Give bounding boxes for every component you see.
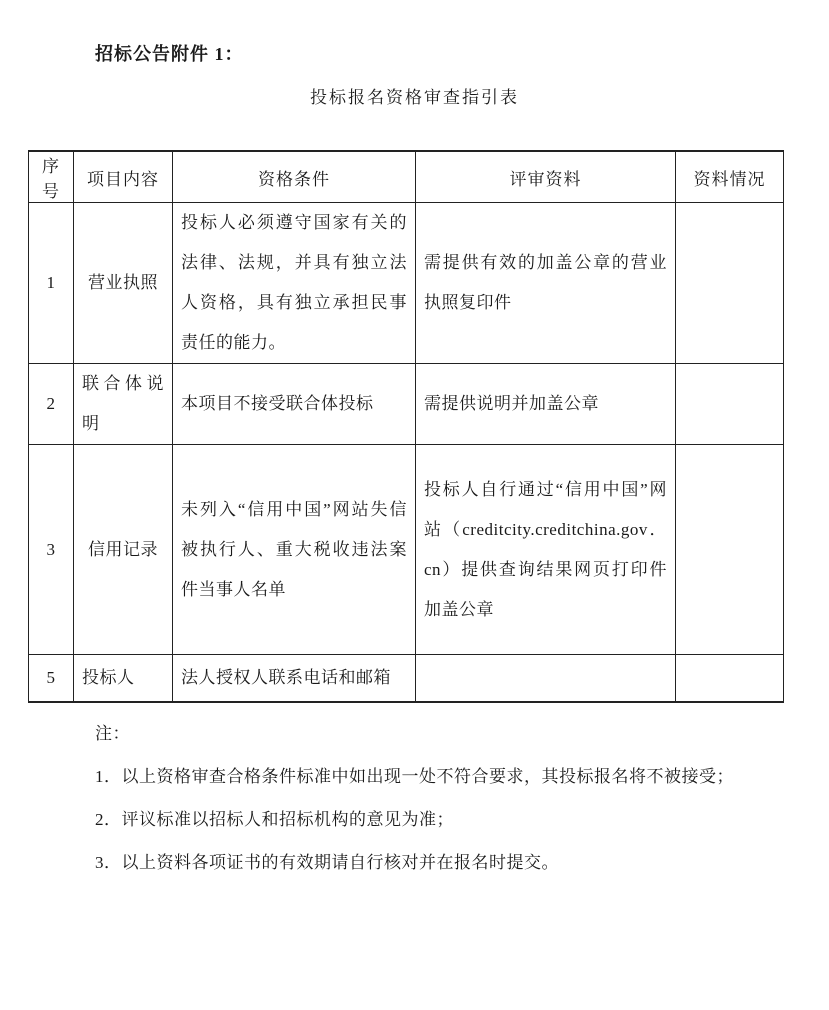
row-number-cell: 5 [29, 655, 74, 702]
table-header-row [29, 151, 784, 203]
status-cell [676, 445, 784, 655]
status-cell [676, 203, 784, 364]
item-cell: 信用记录 [74, 445, 173, 655]
item-cell: 联合体说明 [74, 364, 173, 445]
note-item: 3．以上资料各项证书的有效期请自行核对并在报名时提交。 [95, 852, 559, 872]
item-cell: 营业执照 [74, 203, 173, 364]
row-number-cell: 2 [29, 364, 74, 445]
table-row [29, 203, 784, 364]
review-cell: 投标人自行通过“信用中国”网站（creditcity.creditchina.gov．cn）提供查询结果网页打印件加盖公章 [416, 445, 676, 655]
table-row [29, 364, 784, 445]
qualification-cell: 本项目不接受联合体投标 [173, 364, 416, 445]
qualification-cell: 法人授权人联系电话和邮箱 [173, 655, 416, 702]
page-title: 投标报名资格审查指引表 [310, 88, 519, 107]
qualification-cell: 未列入“信用中国”网站失信被执行人、重大税收违法案件当事人名单 [173, 445, 416, 655]
review-cell [416, 655, 676, 702]
table-row [29, 445, 784, 655]
header-cell-qualification: 资格条件 [173, 151, 416, 203]
header-cell-item: 项目内容 [74, 151, 173, 203]
notes-label: 注： [95, 723, 130, 743]
attachment-label: 招标公告附件 1： [95, 44, 244, 64]
review-cell: 需提供说明并加盖公章 [416, 364, 676, 445]
header-cell-status: 资料情况 [676, 151, 784, 203]
note-item: 1．以上资格审查合格条件标准中如出现一处不符合要求，其投标报名将不被接受； [95, 766, 734, 786]
qualification-cell: 投标人必须遵守国家有关的法律、法规，并具有独立法人资格，具有独立承担民事责任的能力。 [173, 203, 416, 364]
qualification-table [28, 150, 784, 703]
item-cell: 投标人 [74, 655, 173, 702]
note-item: 2．评议标准以招标人和招标机构的意见为准； [95, 809, 454, 829]
header-cell-review: 评审资料 [416, 151, 676, 203]
table-row [29, 655, 784, 702]
row-number-cell: 3 [29, 445, 74, 655]
row-number-cell: 1 [29, 203, 74, 364]
header-cell-no: 序号 [29, 151, 74, 203]
status-cell [676, 364, 784, 445]
review-cell: 需提供有效的加盖公章的营业执照复印件 [416, 203, 676, 364]
notes-section [95, 712, 767, 884]
status-cell [676, 655, 784, 702]
